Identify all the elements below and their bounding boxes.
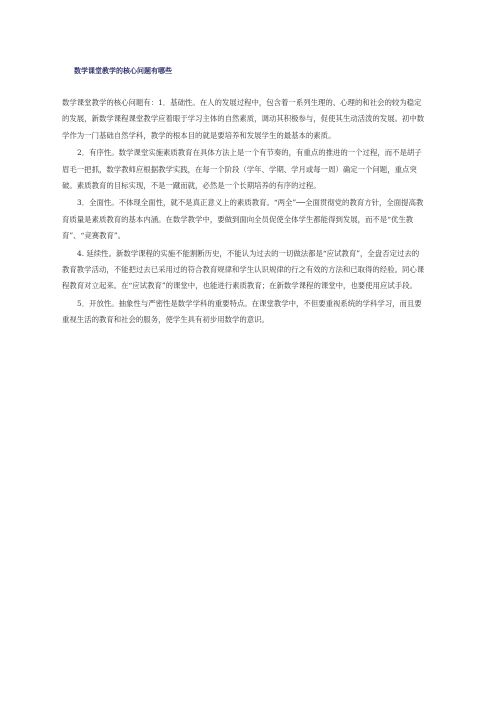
paragraph-continuity: 4. 延续性。新数学课程的实施不能割断历史，不能认为过去的一切做法都是“应试教育”，全盘否定过去的教育教学活动，不能把过去已采用过的符合教育规律和学生认识规律的行之有效的方法和已取得的经验。同心课程教育对立起来。在“应试教育”的课堂中，也能进行素质教育；在新数学课程的课堂中，也要使用应试手段。: [62, 248, 425, 291]
paragraph-orderliness: 2．有序性。数学课堂实施素质教育在具体方法上是一个有节奏的，有重点的推进的一个过程，而不是胡子眉毛一把抓，数学教师应根据教学实践，在每一个阶段（学年、学期、学月或每一周）确定一个问题，重点突破。素质教育的目标实现，不是一蹴而就，必然是一个长期培养的有序的过程。: [62, 148, 422, 191]
document-body: [62, 95, 426, 330]
paragraph-intro: 数学课堂教学的核心问题有：1．基础性。在人的发展过程中，包含着一系列生理的、心理的和社会的较为稳定的发展，新数学课程课堂教学应着眼于学习主体的自然素质，调动其积极参与，促使其生动活泼的发展。初中数学作为一门基础自然学科，教学的根本目的就是要培养和发展学生的最基本的素质。: [62, 98, 425, 140]
paragraph-openness: 5．开放性。抽象性与严密性是数学学科的重要特点。在课堂教学中，不但要重视系统的学科学习，而且要重视生活的教育和社会的服务，使学生具有初步用数学的意识。: [62, 298, 422, 325]
paragraph-comprehensiveness: 3．全面性。不体现全面性，就不是真正意义上的素质教育。“两全”──全面贯彻党的教育方针，全面提高教育质量是素质教育的基本内涵。在数学教学中，要做到面向全员促使全体学生都能得到发展，而不是“优生教育”、“竞赛教育”。: [62, 198, 424, 241]
document-title: 数学课堂教学的核心问题有哪些: [74, 67, 172, 75]
